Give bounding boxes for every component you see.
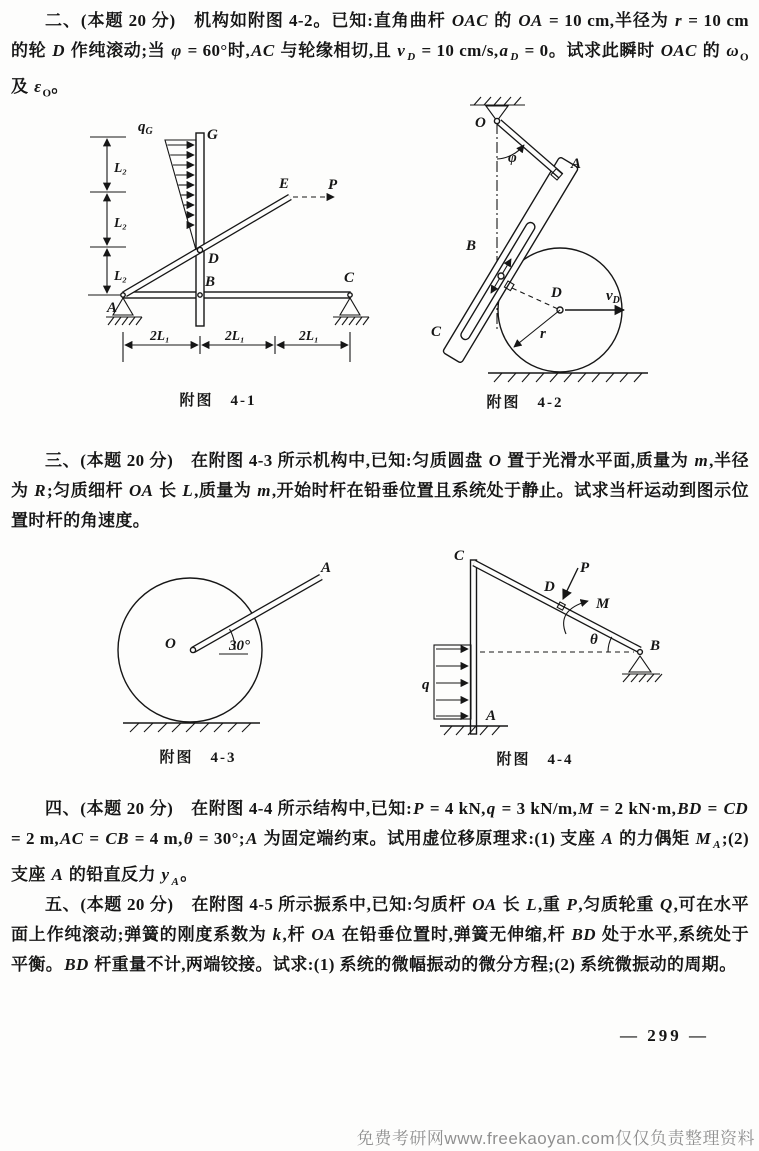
fig41-vertical-dimensions (88, 137, 127, 295)
label-theta: θ (590, 632, 598, 648)
label-C: C (431, 324, 442, 340)
label-O: O (165, 636, 176, 652)
force-P (293, 177, 338, 197)
load-qG-label: $q_G$ (138, 119, 153, 137)
label-C: C (454, 548, 465, 564)
page-number: — 299 — (620, 1026, 709, 1045)
label-D: D (208, 251, 219, 267)
pin-A (121, 293, 125, 297)
label-A: A (321, 560, 332, 576)
problem-4-text: 四、(本题 20 分) 在附图 4-4 所示结构中,已知:P = 4 kN,q = 3 kN/m,M = 2 kN·m,BD = CD = 2 m,AC = CB = 4 m,θ = 30°;A 为固定端约束。试用虚位移原理求:(1) 支座 A 的力偶矩 M $_A$;(2) 支座 A 的铅直反力 y $_A$。 (11, 799, 750, 888)
support-C (333, 298, 369, 325)
label-C: C (344, 270, 355, 286)
distributed-load-q (422, 645, 471, 719)
figure-4-1-caption: 附图 4-1 (179, 393, 257, 409)
pin-C (348, 293, 352, 297)
watermark-text: 免费考研网www.freekaoyan.com仅仅负责整理资料 (356, 1129, 755, 1148)
ground-fig42 (488, 373, 648, 382)
label-G: G (207, 127, 218, 143)
label-M: M (596, 596, 610, 612)
label-O: O (475, 115, 486, 131)
dim-L2-bottom: L₂ (114, 268, 127, 283)
label-30deg: 30° (229, 638, 250, 654)
label-A: A (486, 708, 497, 724)
beam-AC (123, 292, 350, 298)
label-B: B (650, 638, 661, 654)
triangular-load (138, 119, 196, 250)
label-D: D (544, 579, 555, 595)
dim-2L1-right: 2L₁ (299, 328, 319, 343)
figure-4-1 (88, 108, 388, 418)
dim-2L1-left: 2L₁ (150, 328, 170, 343)
support-B (622, 650, 662, 682)
label-vD: $v_D$ (606, 288, 620, 306)
force-P-label: P (328, 177, 338, 193)
figure-4-3 (95, 548, 395, 773)
label-A: A (107, 300, 118, 316)
pin-D (197, 247, 202, 252)
label-P: P (580, 560, 590, 576)
pivot-O (190, 647, 195, 652)
label-B: B (466, 238, 477, 254)
figure-4-2-caption: 附图 4-2 (486, 395, 564, 411)
problem-5-text: 五、(本题 20 分) 在附图 4-5 所示振系中,已知:匀质杆 OA 长 L,重 P,匀质轮重 Q,可在水平面上作纯滚动;弹簧的刚度系数为 k,杆 OA 在铅垂位置时,弹簧无伸缩,杆 BD 处于水平,系统处于平衡。BD 杆重量不计,两端铰接。试求:(1) 系统的微幅振动的微分方程;(2) 系统微振动的周期。 (11, 895, 750, 974)
label-E: E (279, 176, 290, 192)
label-A: A (571, 156, 582, 172)
pin-B (198, 293, 202, 297)
dim-L2-top: L₂ (114, 160, 127, 175)
pin-O (494, 118, 499, 123)
label-B: B (205, 274, 216, 290)
figure-4-4-caption: 附图 4-4 (496, 752, 574, 768)
figure-4-3-caption: 附图 4-3 (159, 750, 237, 766)
problem-3-text: 三、(本题 20 分) 在附图 4-3 所示机构中,已知:匀质圆盘 O 置于光滑水平面,质量为 m,半径为 R;匀质细杆 OA 长 L,质量为 m,开始时杆在铅垂位置且系统处于静止。试求当杆运动到图示位置时杆的角速度。 (11, 451, 750, 530)
figure-4-4 (418, 538, 718, 773)
dim-L2-mid: L₂ (114, 215, 127, 230)
label-phi: φ (508, 150, 517, 166)
label-D: D (551, 285, 562, 301)
angle-phi (497, 145, 524, 166)
label-q: q (422, 677, 430, 693)
problem-2-text: 二、(本题 20 分) 机构如附图 4-2。已知:直角曲杆 OAC 的 OA = 10 cm,半径为 r = 10 cm 的轮 D 作纯滚动;当 φ = 60°时,AC 与轮缘相切,且 v $_D$ = 10 cm/s,a $_D$ = 0。试求此瞬时 OAC 的 $\omega_O$ 及 $\varepsilon_O$。 (11, 11, 749, 100)
figure-4-2 (420, 92, 690, 414)
dim-2L1-mid: 2L₁ (225, 328, 245, 343)
label-r: r (540, 326, 546, 342)
ground-fig43 (123, 723, 260, 732)
fig41-horizontal-dimensions (123, 328, 350, 362)
